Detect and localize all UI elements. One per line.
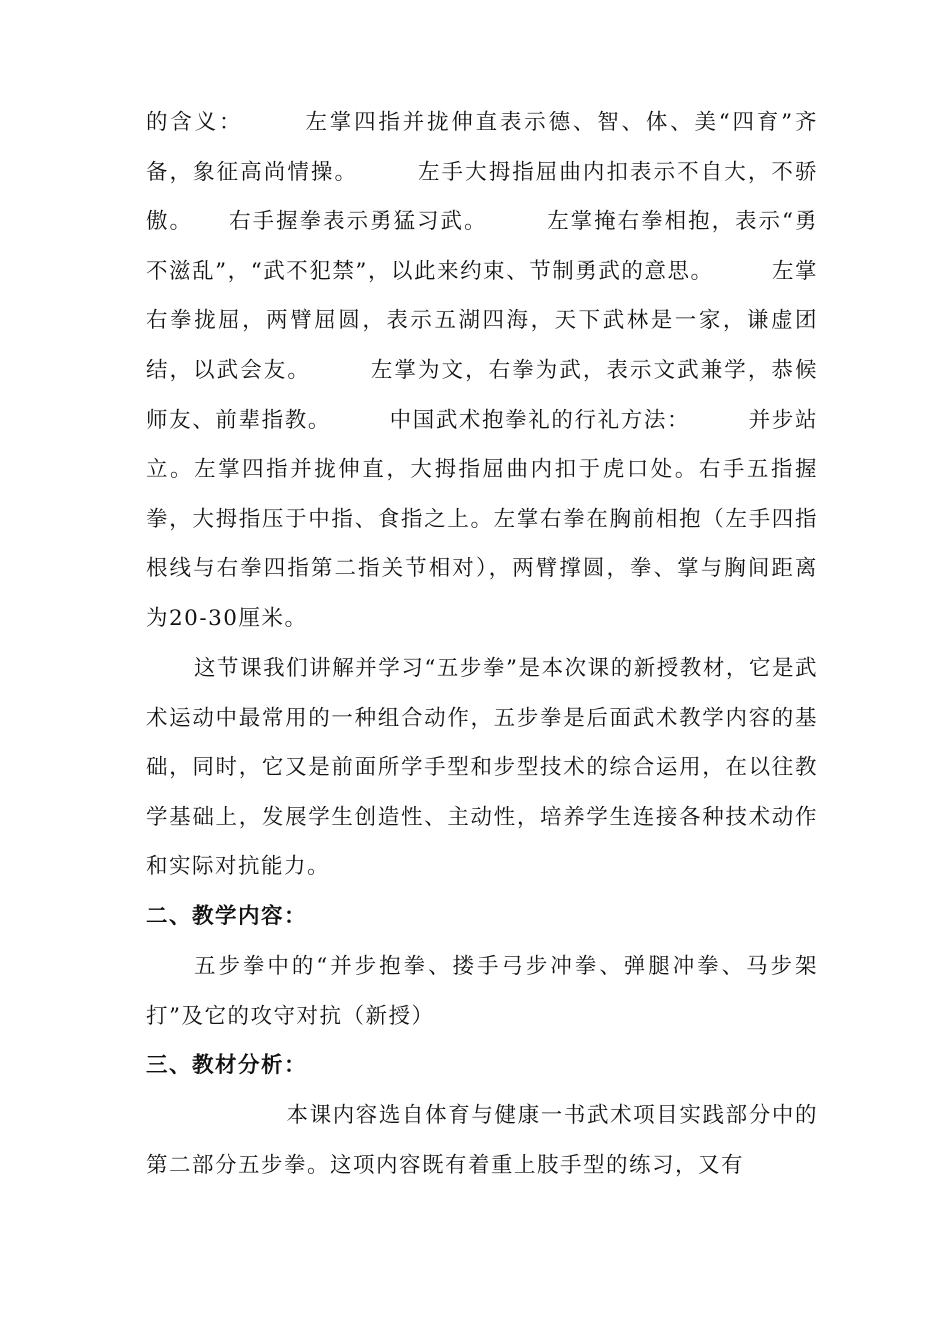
body-paragraph: 的含义： 左掌四指并拢伸直表示德、智、体、美“四育”齐备，象征高尚情操。 左手大拇指屈曲内扣表示不自大，不骄傲。 右手握拳表示勇猛习武。 左掌掩右拳相抱，表示“勇不滋乱”，“武不犯禁”，以此来约束、节制勇武的意思。 左掌右拳拢屈，两臂屈圆，表示五湖四海，天下武林是一家，谦虚团结，以武会友。 左掌为文，右拳为武，表示文武兼学，恭候师友、前辈指教。 中国武术抱拳礼的行礼方法： 并步站立。左掌四指并拢伸直，大拇指屈曲内扣于虎口处。右手五指握拳，大拇指压于中指、食指之上。左掌右拳在胸前相抱（左手四指根线与右拳四指第二指关节相对），两臂撑圆，拳、掌与胸间距离为20-30厘米。 xyxy=(146,110,818,631)
body-paragraph: 五步拳中的“并步抱拳、搂手弓步冲拳、弹腿冲拳、马步架打”及它的攻守对抗（新授） xyxy=(146,954,818,1029)
section-heading: 二、教学内容： xyxy=(146,904,308,929)
body-paragraph: 本课内容选自体育与健康一书武术项目实践部分中的第二部分五步拳。这项内容既有着重上肢手型的练习，又有 xyxy=(146,1103,818,1178)
body-paragraph: 这节课我们讲解并学习“五步拳”是本次课的新授教材，它是武术运动中最常用的一种组合动作，五步拳是后面武术教学内容的基础，同时，它又是前面所学手型和步型技术的综合运用，在以往教学基础上，发展学生创造性、主动性，培养学生连接各种技术动作和实际对抗能力。 xyxy=(146,656,818,880)
section-heading: 三、教材分析： xyxy=(146,1053,308,1078)
